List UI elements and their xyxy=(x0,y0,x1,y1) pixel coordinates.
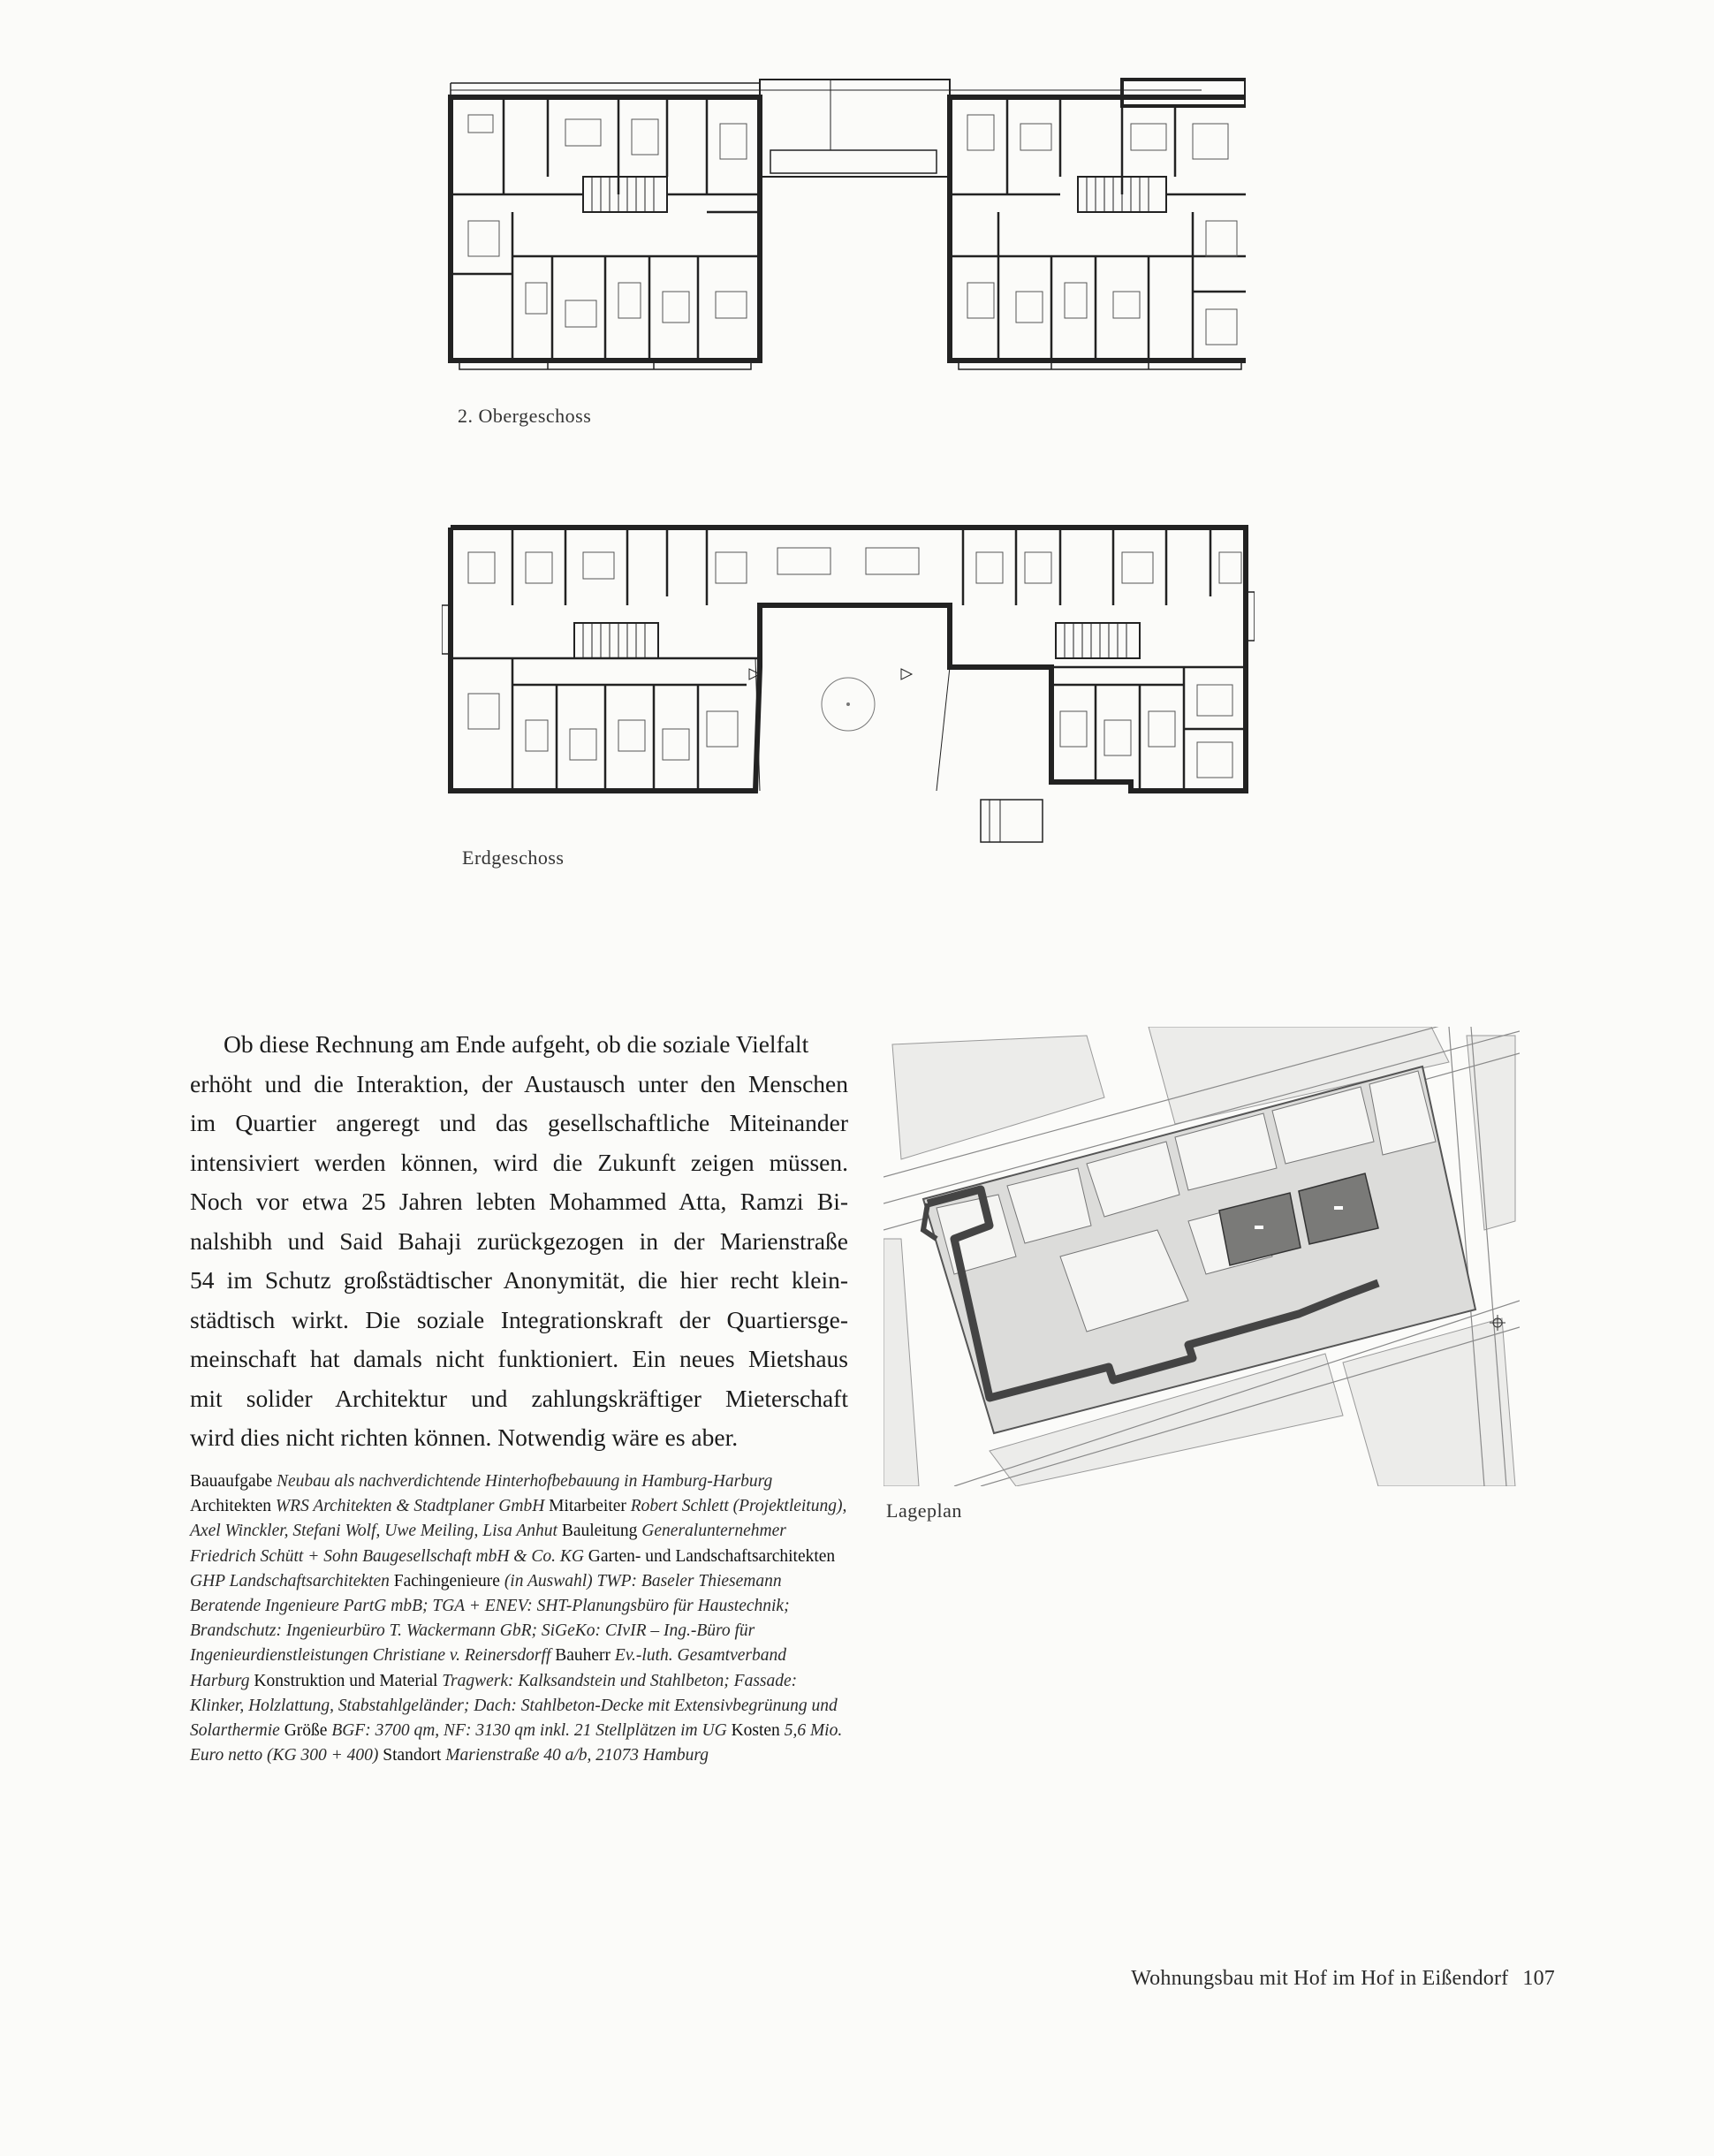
credit-label: Standort xyxy=(383,1746,446,1765)
article-body xyxy=(190,1025,848,1458)
body-line: nalshibh und Said Bahaji zurückgezogen in der Marienstraße xyxy=(190,1226,848,1255)
credit-value: WRS Architekten & Stadtplaner GmbH xyxy=(275,1497,550,1516)
upper-floor-caption: 2. Obergeschoss xyxy=(458,405,592,427)
credit-label: Konstruktion und Material xyxy=(254,1671,443,1690)
credit-value: BGF: 3700 qm, NF: 3130 qm inkl. 21 Stellplätzen im UG xyxy=(331,1721,732,1741)
body-line: städtisch wirkt. Die soziale Integrationskraft der Quartiersge- xyxy=(190,1305,848,1333)
body-line: intensiviert werden können, wird die Zukunft zeigen müssen. xyxy=(190,1148,848,1176)
credit-value: 5,6 Mio. Euro netto (KG 300 + 400) xyxy=(190,1721,843,1765)
credit-label: Bauaufgabe xyxy=(190,1472,277,1491)
credit-value: Generalunternehmer Friedrich Schütt + Sohn Baugesellschaft mbH & Co. KG xyxy=(190,1522,786,1566)
credit-value: Neubau als nachverdichtende Hinterhofbebauung in Hamburg-Harburg xyxy=(277,1472,773,1491)
ground-floor-plan xyxy=(442,517,1255,853)
credit-label: Garten- und Landschaftsarchitekten xyxy=(588,1546,836,1566)
upper-floor-plan xyxy=(442,71,1246,371)
site-plan-map xyxy=(884,1027,1520,1486)
page-footer xyxy=(1131,1967,1555,1991)
credit-value: Tragwerk: Kalksandstein und Stahlbeton; Fassade: Klinker, Holzlattung, Stabstahlgeländer; Dach: Stahlbeton-Decke mit Extensivbegrünung und Solarthermie xyxy=(190,1671,838,1741)
body-line: meinschaft hat damals nicht funktioniert. Ein neues Mietshaus xyxy=(190,1345,848,1372)
credit-label: Mitarbeiter xyxy=(549,1497,631,1516)
site-plan-caption: Lageplan xyxy=(886,1499,962,1522)
body-line: im Quartier angeregt und das gesellschaftliche Miteinander xyxy=(190,1109,848,1136)
credit-label: Bauleitung xyxy=(561,1522,642,1541)
credit-value: Robert Schlett (Projektleitung), Axel Winckler, Stefani Wolf, Uwe Meiling, Lisa Anhut xyxy=(190,1497,847,1541)
body-line: Ob diese Rechnung am Ende aufgeht, ob die soziale Vielfalt xyxy=(224,1030,809,1058)
credit-label: Architekten xyxy=(190,1497,276,1516)
credit-value: Ev.-luth. Gesamtverband Harburg xyxy=(190,1646,786,1690)
ground-floor-caption: Erdgeschoss xyxy=(462,846,565,869)
credit-label: Kosten xyxy=(731,1721,785,1741)
credit-value: Marienstraße 40 a/b, 21073 Hamburg xyxy=(445,1746,709,1765)
credit-label: Bauherr xyxy=(555,1646,615,1666)
body-line: wird dies nicht richten können. Notwendig wäre es aber. xyxy=(190,1423,739,1451)
credit-value: GHP Landschaftsarchitekten xyxy=(190,1571,394,1590)
credit-value: (in Auswahl) TWP: Baseler Thiesemann Beratende Ingenieure PartG mbB; TGA + ENEV: SHT-Planungsbüro für Haustechnik; Brandschutz: Ingenieurbüro T. Wackermann GbR; SiGeKo: CIvIR – Ing.-Büro für Ingenieurdienstleistungen Christiane v. Reinersdorff xyxy=(190,1571,790,1666)
credit-label: Fachingenieure xyxy=(393,1571,504,1590)
body-line: 54 im Schutz großstädtischer Anonymität, die hier recht klein- xyxy=(190,1266,848,1294)
body-line: Noch vor etwa 25 Jahren lebten Mohammed Atta, Ramzi Bi- xyxy=(190,1188,848,1215)
body-line: mit solider Architektur und zahlungskräftiger Mieterschaft xyxy=(190,1384,848,1412)
body-line: erhöht und die Interaktion, der Austausch unter den Menschen xyxy=(190,1069,848,1097)
page-number: 107 xyxy=(1522,1967,1555,1990)
credit-label: Größe xyxy=(284,1721,332,1741)
project-credits xyxy=(190,1469,848,1768)
running-title: Wohnungsbau mit Hof im Hof in Eißendorf xyxy=(1131,1967,1509,1990)
